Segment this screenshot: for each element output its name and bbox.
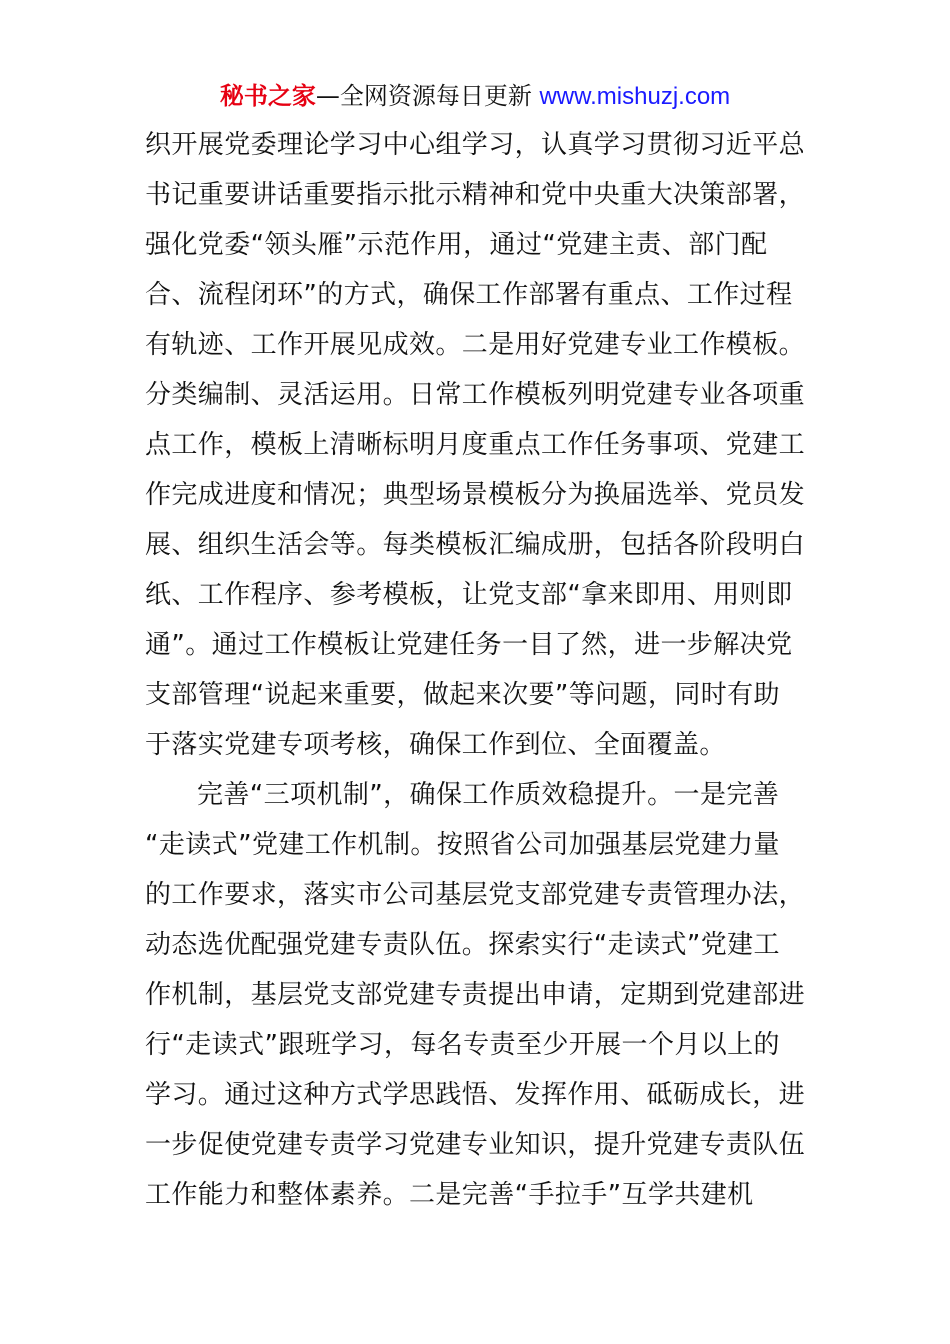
site-url-link[interactable]: www.mishuzj.com — [539, 83, 731, 110]
text-line: 纸、工作程序、参考模板，让党支部“拿来即用、用则即 — [145, 580, 793, 610]
text-line: 作完成进度和情况；典型场景模板分为换届选举、党员发 — [145, 480, 806, 510]
text-line: 动态选优配强党建专责队伍。探索实行“走读式”党建工 — [145, 930, 780, 960]
text-line: 作机制，基层党支部党建专责提出申请，定期到党建部进 — [145, 980, 806, 1010]
text-line: 强化党委“领头雁”示范作用，通过“党建主责、部门配 — [145, 230, 768, 260]
text-line: “走读式”党建工作机制。按照省公司加强基层党建力量 — [145, 830, 780, 860]
text-line: 一步促使党建专责学习党建专业知识，提升党建专责队伍 — [145, 1130, 806, 1160]
text-line: 书记重要讲话重要指示批示精神和党中央重大决策部署， — [145, 180, 806, 210]
text-line: 支部管理“说起来重要，做起来次要”等问题，同时有助 — [145, 680, 780, 710]
text-line: 合、流程闭环”的方式，确保工作部署有重点、工作过程 — [145, 280, 793, 310]
site-header — [0, 80, 950, 113]
text-line: 行“走读式”跟班学习，每名专责至少开展一个月以上的 — [145, 1030, 780, 1060]
text-line: 通”。通过工作模板让党建任务一目了然，进一步解决党 — [145, 630, 793, 660]
text-line: 的工作要求，落实市公司基层党支部党建专责管理办法， — [145, 880, 806, 910]
text-line: 点工作，模板上清晰标明月度重点工作任务事项、党建工 — [145, 430, 806, 460]
text-line: 于落实党建专项考核，确保工作到位、全面覆盖。 — [145, 730, 726, 760]
text-line: 展、组织生活会等。每类模板汇编成册，包括各阶段明白 — [145, 530, 806, 560]
text-line: 分类编制、灵活运用。日常工作模板列明党建专业各项重 — [145, 380, 806, 410]
text-line: 工作能力和整体素养。二是完善“手拉手”互学共建机 — [145, 1180, 754, 1210]
brand-name: 秘书之家 — [219, 82, 316, 110]
text-line: 织开展党委理论学习中心组学习，认真学习贯彻习近平总 — [145, 130, 806, 160]
header-tagline: —全网资源每日更新 — [315, 82, 540, 110]
text-line: 有轨迹、工作开展见成效。二是用好党建专业工作模板。 — [145, 330, 806, 360]
text-line: 学习。通过这种方式学思践悟、发挥作用、砥砺成长，进 — [145, 1080, 806, 1110]
paragraph-start-line: 完善“三项机制”，确保工作质效稳提升。一是完善 — [197, 780, 780, 810]
